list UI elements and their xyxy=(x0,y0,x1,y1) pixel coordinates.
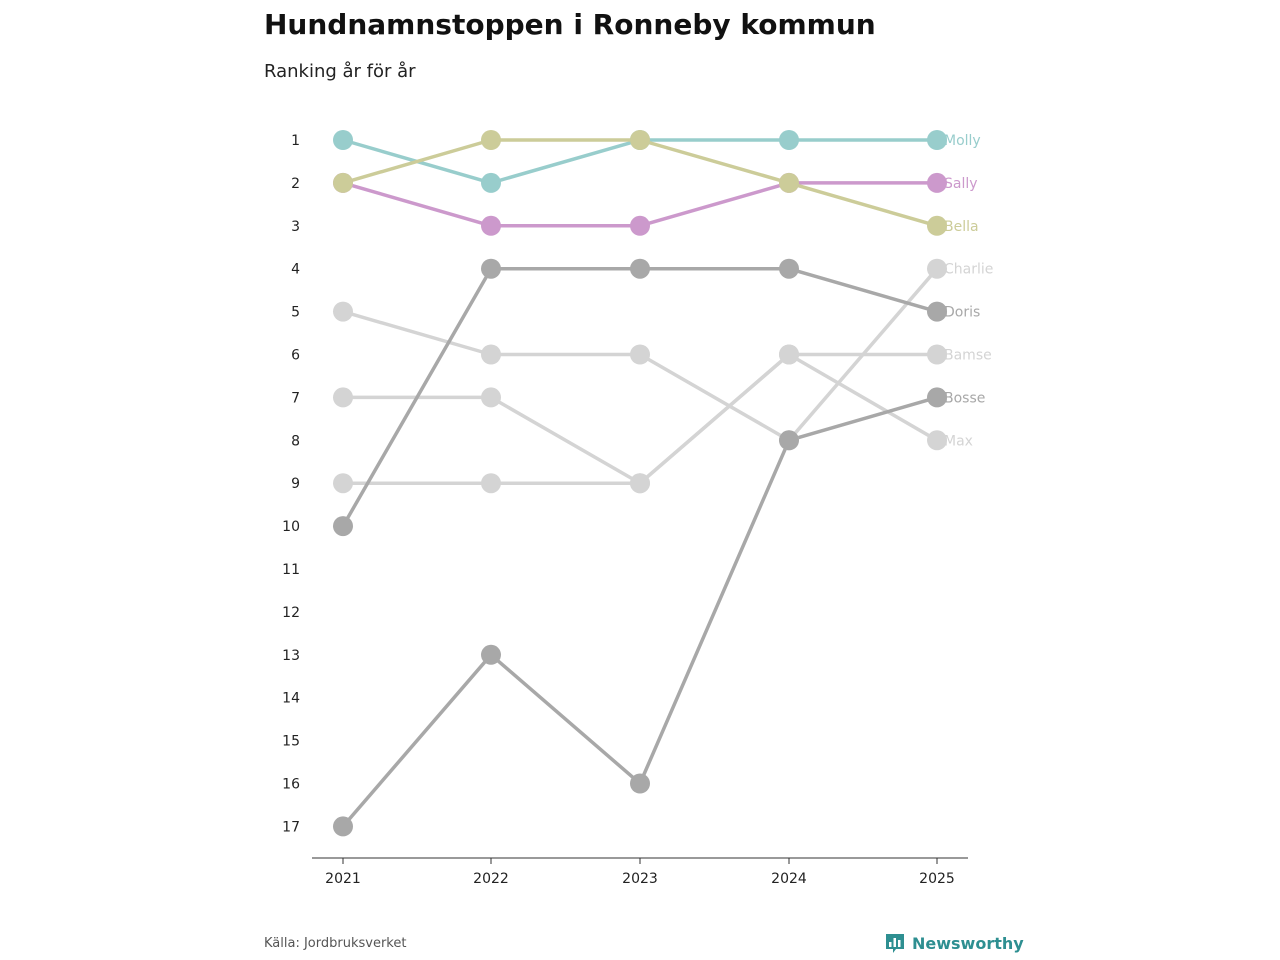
chart-title: Hundnamnstoppen i Ronneby kommun xyxy=(264,8,876,41)
data-point-bosse xyxy=(779,430,799,450)
data-point-doris xyxy=(333,516,353,536)
data-point-sally xyxy=(630,216,650,236)
series-label-molly: Molly xyxy=(944,133,981,149)
data-point-bosse xyxy=(333,816,353,836)
series-label-doris: Doris xyxy=(944,304,981,321)
series-line-bosse xyxy=(343,397,937,826)
data-point-max xyxy=(481,387,501,407)
y-tick-label: 12 xyxy=(282,604,300,621)
y-tick-label: 14 xyxy=(282,690,300,707)
data-point-charlie xyxy=(333,302,353,322)
y-tick-label: 2 xyxy=(291,175,300,192)
data-point-bamse xyxy=(481,473,501,493)
data-point-molly xyxy=(481,173,501,193)
data-point-sally xyxy=(481,216,501,236)
data-point-doris xyxy=(779,259,799,279)
brand-name: Newsworthy xyxy=(912,933,1024,953)
series-label-bamse: Bamse xyxy=(944,347,992,364)
x-tick-label: 2022 xyxy=(473,871,509,887)
y-tick-label: 10 xyxy=(282,519,300,536)
x-tick-label: 2023 xyxy=(622,871,658,887)
series-label-bosse: Bosse xyxy=(944,390,986,407)
y-tick-label: 9 xyxy=(291,476,300,493)
y-tick-label: 17 xyxy=(282,819,300,836)
series-label-charlie: Charlie xyxy=(944,261,994,278)
data-point-max xyxy=(779,345,799,365)
y-tick-label: 13 xyxy=(282,647,300,664)
data-point-charlie xyxy=(630,345,650,365)
y-tick-label: 8 xyxy=(291,433,300,450)
y-tick-label: 3 xyxy=(291,218,300,235)
brand-logo xyxy=(884,932,1024,954)
series-label-max: Max xyxy=(944,433,973,450)
data-point-bella xyxy=(333,173,353,193)
y-tick-label: 16 xyxy=(282,776,300,793)
data-point-doris xyxy=(630,259,650,279)
y-tick-label: 15 xyxy=(282,733,300,750)
y-tick-label: 11 xyxy=(282,562,300,578)
newsworthy-logo-icon xyxy=(884,932,906,954)
data-point-bella xyxy=(630,130,650,150)
chart-subtitle: Ranking år för år xyxy=(264,61,416,82)
y-tick-label: 7 xyxy=(291,390,300,407)
data-point-molly xyxy=(333,130,353,150)
data-point-max xyxy=(333,387,353,407)
data-point-molly xyxy=(779,130,799,150)
series-label-bella: Bella xyxy=(944,218,979,235)
x-tick-label: 2021 xyxy=(325,871,361,887)
y-tick-label: 6 xyxy=(291,347,300,364)
data-point-charlie xyxy=(481,345,501,365)
source-note: Källa: Jordbruksverket xyxy=(264,936,407,951)
y-tick-label: 4 xyxy=(291,261,300,278)
y-tick-label: 5 xyxy=(291,304,300,321)
x-tick-label: 2025 xyxy=(919,871,955,887)
data-point-bosse xyxy=(481,645,501,665)
data-point-doris xyxy=(481,259,501,279)
series-label-sally: Sally xyxy=(944,175,978,192)
data-point-bella xyxy=(481,130,501,150)
data-point-bamse xyxy=(333,473,353,493)
data-point-bella xyxy=(779,173,799,193)
y-tick-label: 1 xyxy=(291,133,300,149)
data-point-bosse xyxy=(630,774,650,794)
data-point-max xyxy=(630,473,650,493)
x-tick-label: 2024 xyxy=(771,871,807,887)
